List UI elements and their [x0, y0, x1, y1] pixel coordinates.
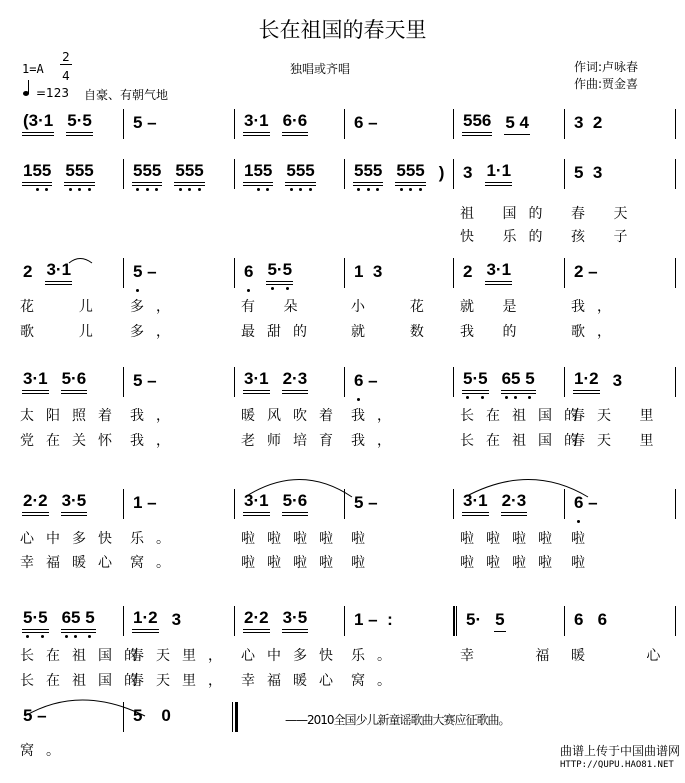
lyric: 我， — [571, 299, 623, 315]
tempo: =123 — [36, 86, 69, 100]
note-group: 3·1 — [243, 370, 270, 394]
lyric: 快 乐的 — [460, 229, 555, 245]
note-group: 1 – — [133, 493, 157, 512]
lyric: 心中多快 — [20, 531, 124, 547]
note-group: 5 3 — [574, 163, 603, 182]
note-group: 3·1 — [243, 112, 270, 136]
lyric: 长在祖国的 — [20, 648, 150, 664]
lyric: 就 数 — [351, 324, 436, 340]
note-group: 555 — [285, 162, 315, 186]
note-group: 155 — [243, 162, 273, 186]
lyric: 祖 国的 — [460, 206, 555, 222]
note-group: 3·5 — [282, 609, 309, 633]
note-group: 1 – : — [354, 610, 393, 629]
note-group: 3 — [612, 371, 623, 390]
note-group: 555 — [64, 162, 94, 186]
lyric: 歌， — [571, 324, 623, 340]
lyric: 啦啦啦啦 — [460, 531, 564, 547]
lyric: 啦 — [351, 531, 377, 547]
lyric: 乐。 — [351, 648, 403, 664]
lyric: 多， — [130, 299, 182, 315]
lyric: 啦 — [351, 555, 377, 571]
watermark-text: 曲谱上传于中国曲谱网 — [560, 744, 681, 758]
note-group: 2 — [23, 262, 33, 281]
lyric: 长在祖国的 — [460, 408, 590, 424]
lyric: 窝。 — [351, 673, 403, 689]
lyric: 长在祖国的 — [20, 673, 150, 689]
note-group: 555 — [353, 162, 383, 186]
lyric: 我， — [130, 408, 182, 424]
note-group: 2·2 — [22, 492, 49, 516]
note-group: 155 — [22, 162, 52, 186]
note-group: 5 0 — [133, 706, 171, 725]
note-group: 6·6 — [282, 112, 309, 136]
note-group: 2 – — [574, 262, 598, 281]
note-group: 6 – — [354, 113, 378, 132]
lyric: 春天里， — [130, 673, 234, 689]
note-group: 5·6 — [61, 370, 88, 394]
note-group: 6 — [244, 262, 254, 281]
slur — [465, 480, 588, 498]
note-group: 2·2 — [243, 609, 270, 633]
note-group: 5 4 — [504, 114, 530, 135]
note-group: 5·6 — [282, 492, 309, 516]
note-group: (3·1 — [22, 112, 54, 136]
expression-mark: 自豪、有朝气地 — [84, 88, 169, 102]
note-group: 5 – — [133, 113, 157, 132]
note-group: 3·1 — [45, 261, 72, 285]
note-group: 5 – — [23, 706, 47, 725]
lyric: 歌 儿 — [20, 324, 105, 340]
note-group: 3 2 — [574, 113, 603, 132]
note-group: 5 – — [133, 262, 157, 281]
lyric: 党在关怀 — [20, 433, 124, 449]
lyric: 小 花 — [351, 299, 436, 315]
note-group: 2 — [463, 262, 473, 281]
lyric: 多， — [130, 324, 182, 340]
lyric: 乐。 — [130, 531, 182, 547]
note-group: 6 6 — [574, 610, 608, 629]
note-group: 556 — [462, 112, 492, 136]
lyric: 我， — [130, 433, 182, 449]
note-group: 65 5 — [61, 609, 96, 633]
note-group: 6 – — [354, 371, 378, 390]
lyric: 太阳照着 — [20, 408, 124, 424]
note-group: 3·1 — [462, 492, 489, 516]
lyric: 啦 — [571, 555, 597, 571]
note-group: 5·5 — [66, 112, 93, 136]
note-group: 5·5 — [266, 261, 293, 285]
slur — [25, 700, 145, 716]
note-group: 5 – — [133, 371, 157, 390]
lyric: 春天 里 — [571, 433, 666, 449]
note-group: 5·5 — [462, 370, 489, 394]
lyric: 暖 心 — [571, 648, 673, 664]
composer: 作曲:贾金喜 — [574, 77, 639, 91]
note-group: 555 — [174, 162, 204, 186]
lyricist: 作词:卢咏春 — [574, 60, 639, 74]
lyric: 啦 — [571, 531, 597, 547]
lyric: 就 是 — [460, 299, 529, 315]
lyric: 窝。 — [130, 555, 182, 571]
lyric: 幸福暖心 — [241, 673, 345, 689]
note-group: 3·1 — [243, 492, 270, 516]
note-group: 1 3 — [354, 262, 383, 281]
lyric: 孩 子 — [571, 229, 640, 245]
time-signature-bottom: 4 — [62, 69, 70, 83]
note-group: 555 — [132, 162, 162, 186]
lyric: 有 朵 — [241, 299, 310, 315]
note-group: 1·2 — [132, 609, 159, 633]
lyric: 啦啦啦啦 — [460, 555, 564, 571]
note-group: 65 5 — [501, 370, 536, 394]
lyric: 幸福暖心 — [20, 555, 124, 571]
note-group: 2·3 — [501, 492, 528, 516]
lyric: 我， — [351, 408, 403, 424]
time-signature-top: 2 — [60, 50, 72, 65]
slur — [245, 480, 352, 498]
lyric: 老师培育 — [241, 433, 345, 449]
lyric: 暖风吹着 — [241, 408, 345, 424]
footnote: ——2010全国少儿新童谣歌曲大赛应征歌曲。 — [285, 713, 510, 727]
lyric: 啦啦啦啦 — [241, 555, 345, 571]
note-group: 5· — [466, 610, 482, 629]
lyric: 心中多快 — [241, 648, 345, 664]
note-group: 5 — [494, 611, 505, 632]
note-group: 5·5 — [22, 609, 49, 633]
lyric: 最甜的 — [241, 324, 319, 340]
key-signature: 1=A — [22, 62, 44, 76]
lyric: 啦啦啦啦 — [241, 531, 345, 547]
lyric: 幸 福 — [460, 648, 562, 664]
performance-type: 独唱或齐唱 — [290, 62, 351, 76]
lyric: 长在祖国的 — [460, 433, 590, 449]
note-group: 6 – — [574, 493, 598, 512]
note-group: 3·5 — [61, 492, 88, 516]
note-group: 555 — [395, 162, 425, 186]
note-group: 1·1 — [485, 162, 512, 186]
lyric: 窝。 — [20, 743, 72, 759]
note-group: 3 — [171, 610, 182, 629]
final-barline — [232, 702, 238, 732]
lyric: 春天里， — [130, 648, 234, 664]
note-group: ) — [438, 163, 445, 182]
note-group: 3·1 — [22, 370, 49, 394]
lyric: 我 的 — [460, 324, 529, 340]
lyric: 春天 里 — [571, 408, 666, 424]
watermark-url: HTTP://QUPU.HAO81.NET — [560, 760, 674, 770]
note-group: 3·1 — [485, 261, 512, 285]
lyric: 我， — [351, 433, 403, 449]
note-group: 3 — [463, 163, 473, 182]
slur — [69, 259, 92, 264]
lyric: 花 儿 — [20, 299, 105, 315]
lyric: 春 天 — [571, 206, 640, 222]
song-title: 长在祖国的春天里 — [258, 18, 427, 42]
note-group: 2·3 — [282, 370, 309, 394]
note-group: 5 – — [354, 493, 378, 512]
note-group: 1·2 — [573, 370, 600, 394]
